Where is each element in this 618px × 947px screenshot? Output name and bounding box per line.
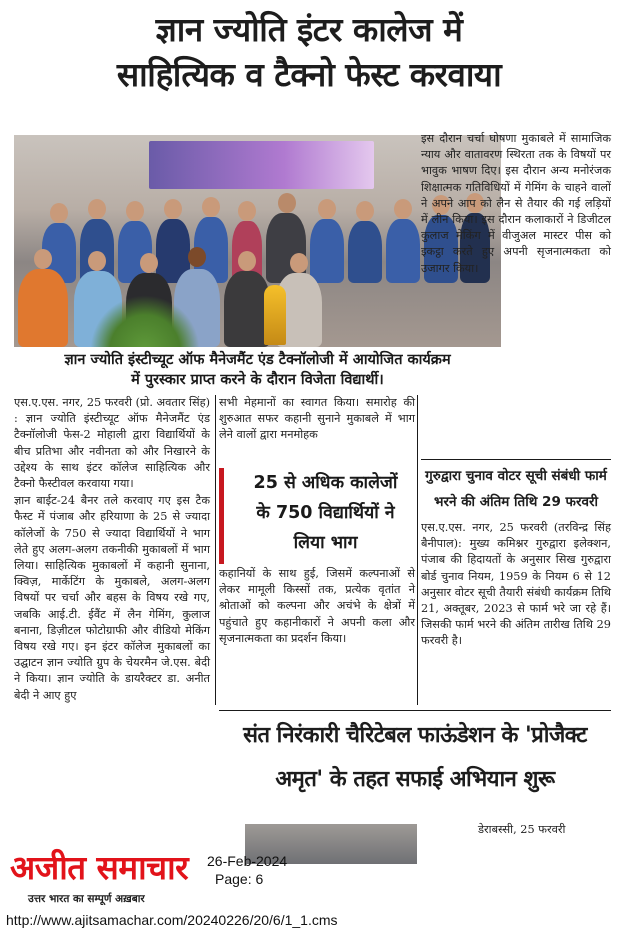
story-paragraph: एस.ए.एस. नगर, 25 फरवरी (प्रो. अवतार सिंह) : ज्ञान ज्योति इंस्टीच्यूट ऑफ मैनेजमैंट एंड टैक्नॉलोजी फेस-2 मोहाली द्वारा विद्यार्थियों के बीच प्रतिभा और नवीनता को और निखारने के उद्देश्य के साथ इंटर कॉलेज साहित्यिक और टैक्नो फैस्टीवल करवाया गया। bbox=[14, 396, 210, 491]
main-headline-line-1: ज्ञान ज्योति इंटर कालेज में bbox=[155, 10, 463, 49]
edition-info bbox=[207, 852, 287, 888]
third-story-headline-line: अमृत' के तहत सफाई अभियान शुरू bbox=[275, 767, 555, 792]
newspaper-masthead bbox=[10, 848, 210, 906]
third-story-headline-line: संत निरंकारी चैरिटेबल फाऊंडेशन के 'प्रोजैक्ट bbox=[243, 723, 587, 748]
main-headline-line-2: साहित्यिक व टैक्नो फेस्ट करवाया bbox=[116, 55, 502, 94]
main-headline bbox=[8, 8, 610, 98]
source-url: http://www.ajitsamachar.com/20240226/20/6/1_1.cms bbox=[6, 912, 338, 928]
photo-caption bbox=[14, 350, 501, 390]
section-divider bbox=[219, 710, 611, 711]
pull-quote bbox=[219, 468, 415, 564]
column-divider bbox=[417, 395, 418, 705]
third-story-body: डेराबस्सी, 25 फरवरी bbox=[478, 823, 566, 836]
story-column-2-top: सभी मेहमानों का स्वागत किया। समारोह की शुरुआत सफर कहानी सुनाने मुकाबले में भाग लेने वालों द्वारा मनमोहक bbox=[219, 396, 415, 442]
story-column-2-bottom: कहानियों के साथ हुई, जिसमें कल्पनाओं से लेकर मामूली किस्सों तक, प्रत्येक वृतांत ने श्रोताओं को कल्पना और अचंभे के क्षेत्रों में पहुंचाते हुए कहानीकारों ने अपनी कला और सृजनात्मकता का प्रदर्शन किया। bbox=[219, 567, 415, 645]
ceremonial-lamp bbox=[264, 285, 286, 345]
column-divider bbox=[215, 395, 216, 705]
second-story-headline-line: गुरुद्वारा चुनाव वोटर सूची संबंधी फार्म bbox=[425, 468, 607, 484]
story-paragraph: ज्ञान बाईट-24 बैनर तले करवाए गए इस टैक फैस्ट में पंजाब और हरियाणा के 25 से ज्यादा कॉलेजों के 750 से ज्यादा विद्यार्थियों ने भाग लेते हुए अलग-अलग तकनीकी मुकाबलों में भाग लिया। साहित्यिक मुकाबलों में कहानी सुनाना, क्विज़, मार्केटिंग के मुकाबले, अलग-अलग विषयों पर चर्चा और बहस के विषय रखे गए, जबकि आई.टी. ईवैंट में लैन गेमिंग, कुलाज बनाना, डिज़ीटल फोटोग्राफी और वीडियो मेकिंग विषय रखे गए। इन इंटर कॉलेज मुकाबलों का उद्घाटन ज्ञान ज्योति ग्रुप के चेयरमैन जे.एस. बेदी ने किया। ज्ञान ज्योति के डायरैक्टर डा. अनीत बेदी ने आए हुए bbox=[14, 494, 210, 702]
pull-quote-line: के 750 विद्यार्थियों ने bbox=[256, 503, 395, 523]
second-story-body: एस.ए.एस. नगर, 25 फरवरी (तरविन्द्र सिंह बैनीपाल): मुख्य कमिश्नर गुरुद्वारा इलेक्शन, पंजाब की हिदायतों के अनुसार सिख गुरुद्वारा बोर्ड चुनाव नियम, 1959 के नियम 6 से 12 अनुसार वोटर सूची तैयारी संबंधी कार्यक्रम तिथि 21, अक्तूबर, 2023 से फार्म भरे जा रहे हैं। जिसकी फार्म भरने की अंतिम तारीख तिथि 29 फरवरी है। bbox=[421, 521, 611, 648]
photo-caption-line-1: ज्ञान ज्योति इंस्टीच्यूट ऑफ मैनेजमैंट एंड टैक्नॉलोजी में आयोजित कार्यक्रम bbox=[64, 352, 451, 368]
plant-decoration bbox=[90, 295, 200, 347]
story-column-1 bbox=[14, 395, 210, 705]
section-divider bbox=[421, 459, 611, 460]
story-column-right-top: इस दौरान चर्चा घोषणा मुकाबले में सामाजिक न्याय और वातावरण स्थिरता तक के विषयों पर भावुक भाषण दिए। इस दौरान अन्य मनोरंजक शिक्षात्मक गतिविधियों में गेमिंग के चाहने वालों ने अपने आप को लैन से तैयार की गई लड़ियों में लीन किया। इस दौरान कलाकारों ने डिजीटल कुलाज मेकिंग में वीजुअल मास्टर पीस को इकट्ठा करते हुए अपनी सृजनात्मकता को उजागर किया। bbox=[421, 132, 611, 275]
pull-quote-line: लिया भाग bbox=[293, 533, 358, 553]
pull-quote-line: 25 से अधिक कालेजों bbox=[253, 473, 398, 493]
third-story-headline bbox=[219, 714, 611, 802]
masthead-tagline: उत्तर भारत का सम्पूर्ण अख़बार bbox=[28, 893, 145, 905]
event-banner-graphic bbox=[149, 141, 374, 189]
photo-caption-line-2: में पुरस्कार प्राप्त करने के दौरान विजेता विद्यार्थी। bbox=[131, 372, 384, 388]
second-story-headline-line: भरने की अंतिम तिथि 29 फरवरी bbox=[433, 494, 598, 510]
edition-date: 26-Feb-2024 bbox=[207, 853, 288, 869]
masthead-logo: अजीत समाचार bbox=[10, 848, 189, 887]
second-story-headline bbox=[421, 463, 611, 515]
edition-page: Page: 6 bbox=[215, 871, 264, 887]
